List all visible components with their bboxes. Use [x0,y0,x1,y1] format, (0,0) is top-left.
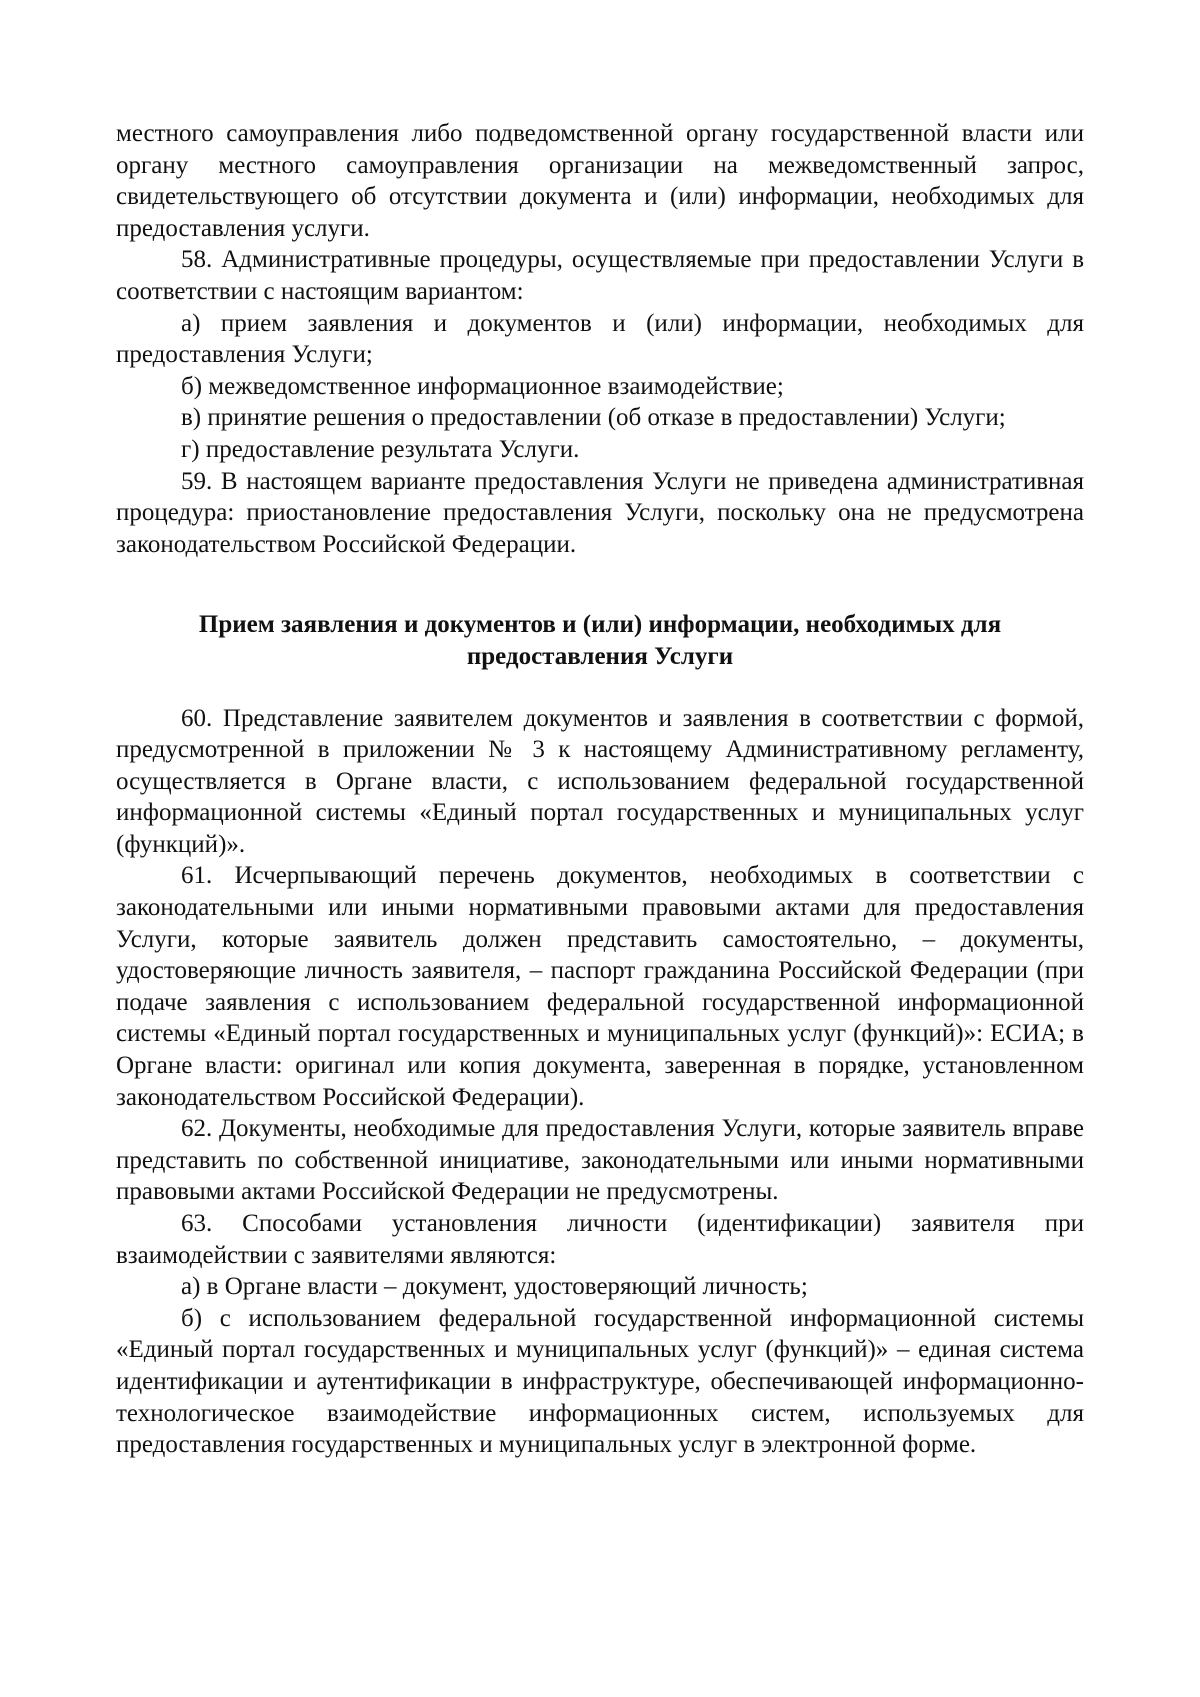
document-page [116,118,1084,1461]
paragraph-59: 59. В настоящем варианте предоставления Услуги не приведена административная процедура: приостановление предоставления Услуги, поскольку она не предусмотрена законодательством Российской Федерации. [116,467,1084,558]
list-item-58-a: а) прием заявления и документов и (или) информации, необходимых для предоставления Услуги; [116,309,1084,369]
paragraph-62: 62. Документы, необходимые для предоставления Услуги, которые заявитель вправе представить по собственной инициативе, законодательными или иными нормативными правовыми актами Российской Федерации не предусмотрены. [116,1115,1084,1206]
paragraph-61: 61. Исчерпывающий перечень документов, необходимых в соответствии с законодательными или иными нормативными правовыми актами для предоставления Услуги, которые заявитель должен представить самостоятельно, – документы, удостоверяющие личность заявителя, – паспорт гражданина Российской Федерации (при подаче заявления с использованием федеральной государственной информационной системы «Единый портал государственных и муниципальных услуг (функций)»: ЕСИА; в Органе власти: оригинал или копия документа, заверенная в порядке, установленном законодательством Российской Федерации). [116,862,1084,1111]
paragraph-continuation: местного самоуправления либо подведомственной органу государственной власти или органу местного самоуправления организации на межведомственный запрос, свидетельствующего об отсутствии документа и (или) информации, необходимых для предоставления услуги. [116,120,1084,242]
paragraph-63: 63. Способами установления личности (идентификации) заявителя при взаимодействии с заявителями являются: [116,1210,1084,1269]
section-heading: Прием заявления и документов и (или) информации, необходимых для предоставления Услуги [198,611,1002,670]
list-item-63-a: а) в Органе власти – документ, удостоверяющий личность; [181,1273,808,1301]
list-item-58-v: в) принятие решения о предоставлении (об отказе в предоставлении) Услуги; [181,404,1006,432]
paragraph-58: 58. Административные процедуры, осуществляемые при предоставлении Услуги в соответствии с настоящим вариантом: [116,246,1084,305]
list-item-58-b: б) межведомственное информационное взаимодействие; [181,372,784,400]
paragraph-60: 60. Представление заявителем документов и заявления в соответствии с формой, предусмотренной в приложении № 3 к настоящему Административному регламенту, осуществляется в Органе власти, с использованием федеральной государственной информационной системы «Единый портал государственных и муниципальных услуг (функций)». [116,704,1084,858]
list-item-63-b: б) с использованием федеральной государственной информационной системы «Единый портал государственных и муниципальных услуг (функций)» – единая система идентификации и аутентификации в инфраструктуре, обеспечивающей информационно-технологическое взаимодействие информационных систем, используемых для предоставления государственных и муниципальных услуг в электронной форме. [116,1304,1084,1459]
list-item-58-g: г) предоставление результата Услуги. [181,435,580,463]
